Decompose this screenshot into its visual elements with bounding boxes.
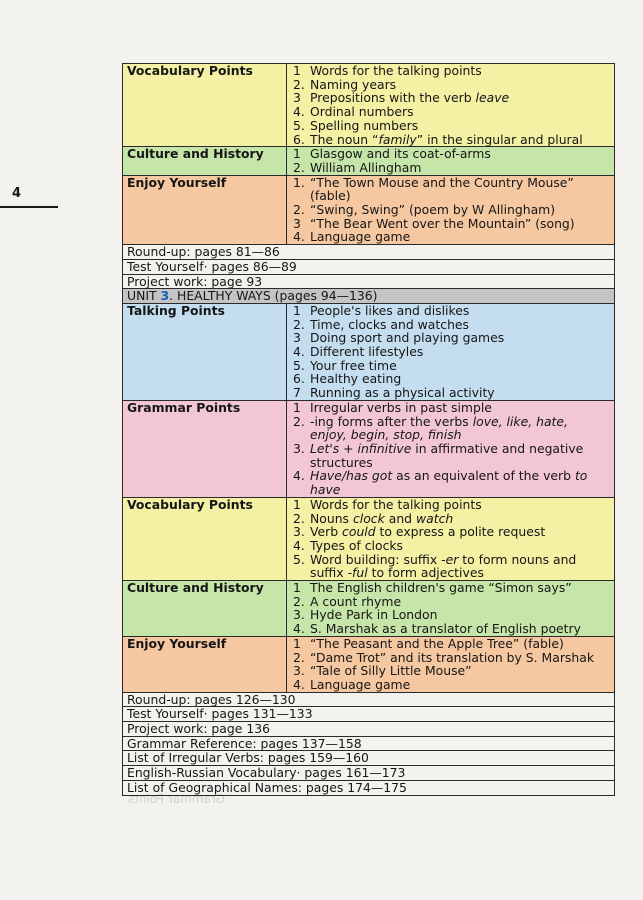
- topic-text: Doing sport and playing games: [310, 330, 505, 346]
- topic-list-cell: [287, 147, 615, 175]
- topic-list: [291, 401, 610, 497]
- bleed-through-text: Grammar Points: [128, 792, 226, 806]
- topic-list: [291, 176, 610, 245]
- topic-text: “Swing, Swing” (poem by W Allingham): [310, 202, 556, 218]
- topic-item: [291, 637, 610, 651]
- topic-text: William Allingham: [310, 159, 422, 175]
- page-number-rule: [0, 206, 58, 208]
- page-reference: List of Irregular Verbs: pages 159—160: [123, 751, 615, 766]
- category-label: Vocabulary Points: [123, 64, 287, 147]
- topic-text: Word building: suffix -er to form nouns and suffix -ful to form adjectives: [310, 551, 577, 581]
- topic-number: 2.: [293, 202, 305, 218]
- topic-item: [291, 78, 610, 92]
- category-label: Culture and History: [123, 147, 287, 175]
- topic-list-cell: [287, 497, 615, 580]
- topic-number: 3: [293, 90, 301, 106]
- topic-text: Time, clocks and watches: [310, 316, 469, 332]
- topic-number: 2.: [293, 510, 305, 526]
- unit-heading: UNIT 3. HEALTHY WAYS (pages 94—136): [123, 289, 615, 304]
- topic-number: 5.: [293, 117, 305, 133]
- topic-number: 6.: [293, 131, 305, 147]
- topic-number: 5.: [293, 357, 305, 373]
- topic-text: Hyde Park in London: [310, 607, 438, 623]
- topic-item: [291, 469, 610, 496]
- topic-text: -ing forms after the verbs love, like, hate, enjoy, begin, stop, finish: [310, 413, 568, 443]
- topic-item: [291, 345, 610, 359]
- page-reference-row: [123, 766, 615, 781]
- topic-number: 4.: [293, 621, 305, 637]
- topic-list: [291, 304, 610, 400]
- topic-number: 2.: [293, 159, 305, 175]
- topic-number: 1: [293, 496, 301, 512]
- category-label: Culture and History: [123, 581, 287, 637]
- topic-list-cell: [287, 303, 615, 400]
- topic-text: Nouns clock and watch: [310, 510, 454, 526]
- topic-text: Spelling numbers: [310, 117, 419, 133]
- page-reference-row: [123, 722, 615, 737]
- topic-text: Different lifestyles: [310, 344, 424, 360]
- topic-text: Running as a physical activity: [310, 385, 495, 401]
- topic-number: 2.: [293, 413, 305, 429]
- unit-number: 3: [160, 288, 170, 304]
- topic-number: 2.: [293, 649, 305, 665]
- topic-text: Words for the talking points: [310, 496, 482, 512]
- topic-number: 1: [293, 580, 301, 596]
- topic-text: People's likes and dislikes: [310, 302, 470, 318]
- topic-number: 1: [293, 399, 301, 415]
- section-row-culture-and-history: [123, 147, 615, 175]
- topic-item: [291, 386, 610, 400]
- topic-number: 1.: [293, 174, 305, 190]
- topic-item: [291, 415, 610, 442]
- topic-item: [291, 331, 610, 345]
- topic-item: [291, 147, 610, 161]
- topic-item: [291, 133, 610, 147]
- topic-number: 3: [293, 330, 301, 346]
- topic-item: [291, 176, 610, 203]
- topic-number: 2.: [293, 593, 305, 609]
- topic-item: [291, 318, 610, 332]
- topic-number: 1: [293, 635, 301, 651]
- page-reference-row: [123, 736, 615, 751]
- page-reference: Round-up: pages 81—86: [123, 245, 615, 260]
- topic-list: [291, 637, 610, 692]
- topic-text: “The Peasant and the Apple Tree” (fable): [310, 635, 564, 651]
- topic-item: [291, 401, 610, 415]
- topic-item: [291, 105, 610, 119]
- topic-text: Naming years: [310, 76, 397, 92]
- topic-text: The noun “family” in the singular and plural: [310, 131, 583, 147]
- category-label: Enjoy Yourself: [123, 175, 287, 245]
- category-label: Vocabulary Points: [123, 497, 287, 580]
- topic-text: “The Bear Went over the Mountain” (song): [310, 215, 575, 231]
- section-row-talking-points: [123, 303, 615, 400]
- topic-list-cell: [287, 581, 615, 637]
- topic-item: [291, 304, 610, 318]
- page-reference: Test Yourself· pages 86—89: [123, 259, 615, 274]
- topic-item: [291, 217, 610, 231]
- topic-list: [291, 147, 610, 174]
- page-reference-row: [123, 692, 615, 707]
- topic-item: [291, 161, 610, 175]
- topic-text: The English children's game “Simon says”: [310, 580, 572, 596]
- topic-item: [291, 203, 610, 217]
- page-reference: Project work: page 136: [123, 722, 615, 737]
- section-row-culture-and-history: [123, 581, 615, 637]
- topic-text: Language game: [310, 676, 411, 692]
- page-reference: English-Russian Vocabulary· pages 161—173: [123, 766, 615, 781]
- topic-text: “Dame Trot” and its translation by S. Marshak: [310, 649, 595, 665]
- topic-item: [291, 595, 610, 609]
- section-row-enjoy-yourself: [123, 636, 615, 692]
- topic-list-cell: [287, 175, 615, 245]
- topic-item: [291, 664, 610, 678]
- topic-text: S. Marshak as a translator of English poetry: [310, 621, 581, 637]
- page-reference-row: [123, 274, 615, 289]
- topic-item: [291, 608, 610, 622]
- page-reference-row: [123, 245, 615, 260]
- page-reference: Round-up: pages 126—130: [123, 692, 615, 707]
- topic-item: [291, 581, 610, 595]
- topic-item: [291, 512, 610, 526]
- section-row-vocabulary-points: [123, 497, 615, 580]
- topic-text: Have/has got as an equivalent of the verb to have: [310, 468, 588, 498]
- topic-item: [291, 359, 610, 373]
- page-reference: List of Geographical Names: pages 174—175: [123, 780, 615, 795]
- page-reference-row: [123, 259, 615, 274]
- topic-list-cell: [287, 64, 615, 147]
- topic-number: 4.: [293, 676, 305, 692]
- topic-number: 5.: [293, 551, 305, 567]
- topic-list-cell: [287, 400, 615, 497]
- topic-number: 4.: [293, 468, 305, 484]
- topic-number: 4.: [293, 104, 305, 120]
- section-row-vocabulary-points: [123, 64, 615, 147]
- unit-heading-row: [123, 289, 615, 304]
- page-reference-row: [123, 751, 615, 766]
- category-label: Grammar Points: [123, 400, 287, 497]
- topic-text: Glasgow and its coat-of-arms: [310, 146, 491, 162]
- topic-text: Language game: [310, 229, 411, 245]
- topic-number: 3.: [293, 524, 305, 540]
- topic-number: 1: [293, 63, 301, 78]
- topic-item: [291, 442, 610, 469]
- topic-item: [291, 651, 610, 665]
- topic-item: [291, 91, 610, 105]
- topic-number: 3.: [293, 440, 305, 456]
- topic-number: 2.: [293, 76, 305, 92]
- topic-number: 1: [293, 302, 301, 318]
- page-reference-row: [123, 780, 615, 795]
- topic-item: [291, 539, 610, 553]
- topic-item: [291, 119, 610, 133]
- topic-text: Let's + infinitive in affirmative and negative structures: [310, 440, 584, 470]
- topic-number: 7: [293, 385, 301, 401]
- topic-item: [291, 553, 610, 580]
- topic-number: 4.: [293, 537, 305, 553]
- section-row-grammar-points: [123, 400, 615, 497]
- topic-text: “Tale of Silly Little Mouse”: [310, 663, 472, 679]
- category-label: Talking Points: [123, 303, 287, 400]
- topic-text: Types of clocks: [310, 537, 404, 553]
- topic-text: Prepositions with the verb leave: [310, 90, 510, 106]
- section-row-enjoy-yourself: [123, 175, 615, 245]
- topic-item: [291, 498, 610, 512]
- topic-number: 4.: [293, 344, 305, 360]
- contents-table: [122, 63, 615, 796]
- page-number: 4: [12, 186, 22, 201]
- category-label: Enjoy Yourself: [123, 636, 287, 692]
- topic-list: [291, 498, 610, 580]
- page-reference: Grammar Reference: pages 137—158: [123, 736, 615, 751]
- topic-number: 6.: [293, 371, 305, 387]
- topic-item: [291, 622, 610, 636]
- topic-list: [291, 64, 610, 146]
- topic-item: [291, 525, 610, 539]
- topic-text: Ordinal numbers: [310, 104, 414, 120]
- page-reference: Test Yourself· pages 131—133: [123, 707, 615, 722]
- topic-text: Words for the talking points: [310, 63, 482, 78]
- topic-list: [291, 581, 610, 636]
- topic-text: Irregular verbs in past simple: [310, 399, 492, 415]
- topic-number: 2.: [293, 316, 305, 332]
- topic-text: Healthy eating: [310, 371, 402, 387]
- topic-text: Your free time: [310, 357, 397, 373]
- topic-text: “The Town Mouse and the Country Mouse” (fable): [310, 174, 574, 204]
- topic-number: 1: [293, 146, 301, 162]
- topic-item: [291, 230, 610, 244]
- topic-list-cell: [287, 636, 615, 692]
- page-reference-row: [123, 707, 615, 722]
- topic-item: [291, 372, 610, 386]
- topic-text: Verb could to express a polite request: [310, 524, 546, 540]
- topic-number: 3: [293, 215, 301, 231]
- topic-text: A count rhyme: [310, 593, 402, 609]
- topic-item: [291, 64, 610, 78]
- topic-item: [291, 678, 610, 692]
- topic-number: 3.: [293, 663, 305, 679]
- topic-number: 3.: [293, 607, 305, 623]
- topic-number: 4.: [293, 229, 305, 245]
- page-reference: Project work: page 93: [123, 274, 615, 289]
